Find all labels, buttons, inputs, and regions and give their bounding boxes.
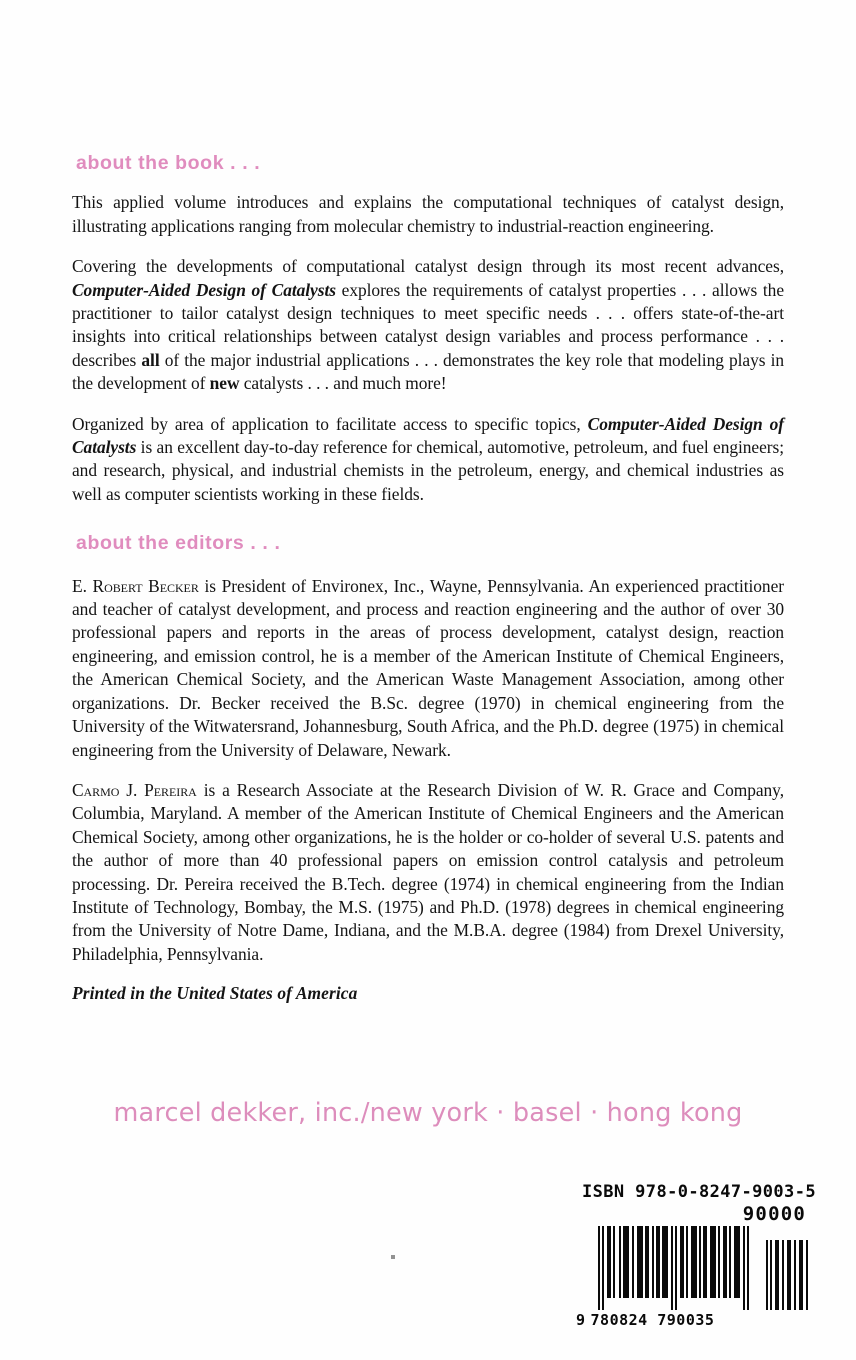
isbn-barcode-block [576, 1182, 816, 1329]
emphasis-all: all [141, 349, 160, 370]
barcode-bars-row [576, 1226, 808, 1310]
isbn-number-text: ISBN 978-0-8247-9003-5 [582, 1182, 816, 1202]
para2-segment-b: explores the requirements of catalyst properties . . . allows the practitioner to tailor catalyst design techniques to meet specific needs . . . offers state-of-the-art insights into critical relationships between catalyst design variables and process performance . . . describes [72, 279, 784, 370]
publisher-imprint-line: marcel dekker, inc./new york · basel · hong kong [113, 1098, 743, 1128]
about-book-paragraph-2 [72, 255, 784, 395]
book-title-mention-1: Computer-Aided Design of Catalysts [72, 279, 336, 300]
emphasis-new: new [209, 373, 240, 394]
about-book-paragraph-1 [72, 191, 784, 238]
about-book-paragraph-1-text: This applied volume introduces and explains the computational techniques of catalyst design, illustrating applications ranging from molecular chemistry to industrial-reaction engineering. [72, 192, 784, 236]
ean13-human-readable-digits [576, 1311, 808, 1329]
editor-name-pereira: Carmo J. Pereira [72, 779, 197, 800]
printed-in-line: Printed in the United States of America [72, 983, 358, 1004]
page-speck-artifact [391, 1255, 395, 1259]
ean-digits-left-group: 780824 [590, 1311, 648, 1329]
editor-name-becker: E. Robert Becker [72, 575, 199, 596]
about-book-paragraph-3 [72, 413, 784, 507]
ean13-barcode-symbol [598, 1226, 750, 1310]
ean-digits-right-group: 790035 [657, 1311, 715, 1329]
para3-segment-b: is an excellent day-to-day reference for chemical, automotive, petroleum, and fuel engineers; and research, physical, and industrial chemists in the petroleum, energy, and chemical industries as well as computer scientists working in these fields. [72, 437, 784, 504]
price-code-text: 90000 [742, 1203, 806, 1225]
about-the-book-heading: about the book . . . [76, 152, 261, 174]
editor-bio-pereira [72, 779, 784, 966]
cover-text-content [72, 152, 784, 1004]
editor-bio-pereira-text: is a Research Associate at the Research Division of W. R. Grace and Company, Columbia, Maryland. A member of the American Institute of Chemical Engineers and the American Chemical Society, among other organizations, he is the holder or co-holder of several U.S. patents and the author of more than 40 professional papers on emission control catalysis and petroleum processing. Dr. Pereira received the B.Tech. degree (1974) in chemical engineering from the Indian Institute of Technology, Bombay, the M.S. (1975) and Ph.D. (1978) degrees in chemical engineering from the University of Notre Dame, Indiana, and the M.B.A. degree (1984) from Drexel University, Philadelphia, Pennsylvania. [72, 779, 784, 964]
ean-lead-digit: 9 [576, 1311, 586, 1329]
para2-segment-c: of the major industrial applications . . . demonstrates the key role that modeling plays in the development of [72, 349, 784, 394]
editor-bio-becker [72, 575, 784, 762]
para2-segment-a: Covering the developments of computational catalyst design through its most recent advances, [72, 256, 784, 277]
book-title-mention-2: Computer-Aided Design of Catalysts [72, 413, 784, 458]
ean5-addon-barcode-symbol [766, 1240, 810, 1310]
para2-segment-d: catalysts . . . and much more! [239, 373, 447, 394]
para3-segment-a: Organized by area of application to facilitate access to specific topics, [72, 413, 588, 434]
editor-bio-becker-text: is President of Environex, Inc., Wayne, Pennsylvania. An experienced practitioner and teacher of catalyst development, and process and reaction engineering and the author of over 30 professional papers and reports in the areas of process development, catalyst design, reaction engineering, and emission control, he is a member of the American Institute of Chemical Engineers, the American Chemical Society, and the American Waste Management Association, among other organizations. Dr. Becker received the B.Sc. degree (1970) in chemical engineering from the University of the Witwatersrand, Johannesburg, South Africa, and the Ph.D. degree (1975) in chemical engineering from the University of Delaware, Newark. [72, 575, 784, 760]
about-the-editors-heading: about the editors . . . [76, 532, 281, 555]
